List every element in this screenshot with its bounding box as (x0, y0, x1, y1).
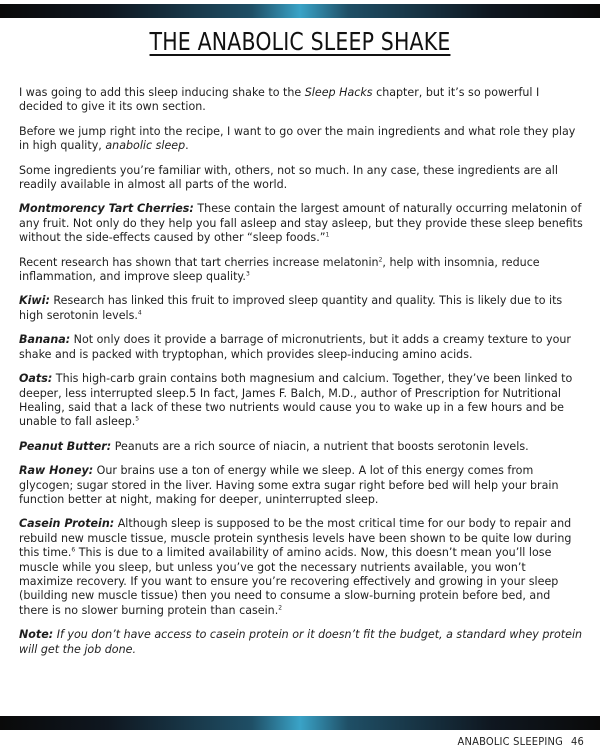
paragraph-cherry-research: Recent research has shown that tart cherries increase melatonin$^2$, help with insomnia, reduce inflammation, and improve sleep quality.$^3$ (19, 255, 540, 284)
ingredient-label: Montmorency Tart Cherries: (19, 202, 194, 216)
paragraph-intro: I was going to add this sleep inducing shake to the Sleep Hacks chapter, but it’s so powerful I decided to give it its own section. (19, 86, 540, 114)
paragraph-oats: Oats: This high-carb grain contains both magnesium and calcium. Together, they’ve been linked to deeper, less interrupted sleep.5 In fact, James F. Balch, M.D., author of Prescription for Nutritional Healing, said that a lack of these two nutrients would cause you to wake up in a few hours and be unable to fall asleep.$^5$ (19, 372, 573, 429)
paragraph-availability: Some ingredients you’re familiar with, others, not so much. In any case, these ingredients are all readily available in almost all parts of the world. (19, 163, 558, 192)
paragraph-tart-cherries: Montmorency Tart Cherries: These contain the largest amount of naturally occurring melatonin of any fruit. Not only do they help you fall asleep and stay asleep, but they provide these sleep benefits without the side-effects caused by other “sleep foods.”$^1$ (19, 202, 583, 245)
header-gradient-bar (0, 4, 600, 18)
paragraph-peanut-butter: Peanut Butter: Peanuts are a rich source of niacin, a nutrient that boosts serotonin levels. (19, 439, 529, 453)
page-footer (450, 735, 584, 748)
body-text (19, 86, 583, 667)
footer-gradient-bar (0, 716, 600, 730)
paragraph-kiwi: Kiwi: Research has linked this fruit to improved sleep quantity and quality. This is likely due to its high serotonin levels.$^4$ (19, 294, 563, 322)
page-number: 46 (571, 735, 584, 748)
footnote-ref: 1 (325, 231, 330, 239)
footnote-ref: 2 (378, 255, 383, 263)
ingredient-label: Kiwi: (19, 294, 50, 308)
ingredient-label: Casein Protein: (19, 517, 115, 531)
footnote-ref: 6 (71, 546, 76, 554)
footer-section-title: ANABOLIC SLEEPING (457, 735, 563, 748)
footnote-ref: 3 (245, 270, 250, 278)
footnote-ref: 5 (135, 415, 140, 423)
paragraph-casein-protein: Casein Protein: Although sleep is supposed to be the most critical time for our body to repair and rebuild new muscle tissue, muscle protein synthesis levels have been shown to be quite low during this time.$^6$ This is due to a limited availability of amino acids. Now, this doesn’t mean you’ll lose muscle while you sleep, but unless you’ve got the necessary nutrients available, you won’t maximize recovery. If you want to ensure you’re recovering effectively and growing in your sleep (building new muscle tissue) then you need to consume a slow-burning protein before bed, and there is no slower burning protein than casein.$^2$ (19, 517, 572, 617)
ingredient-label: Banana: (19, 333, 71, 347)
paragraph-raw-honey: Raw Honey: Our brains use a ton of energy while we sleep. A lot of this energy comes from glycogen; sugar stored in the liver. Having some extra sugar right before bed will help your brain function better at night, making for deeper, uninterrupted sleep. (19, 464, 559, 506)
page-title: THE ANABOLIC SLEEP SHAKE (149, 27, 451, 56)
ingredient-label: Peanut Butter: (19, 439, 112, 453)
ingredient-label: Oats: (19, 372, 53, 386)
paragraph-note: Note: If you don’t have access to casein protein or it doesn’t fit the budget, a standard whey protein will get the job done. (19, 628, 583, 656)
ingredient-label: Raw Honey: (19, 464, 94, 478)
note-label: Note: (19, 628, 54, 642)
paragraph-ingredients-overview: Before we jump right into the recipe, I want to go over the main ingredients and what role they play in high quality, anabolic sleep. (19, 124, 576, 153)
footnote-ref: 4 (137, 309, 142, 317)
footnote-ref: 2 (278, 604, 283, 612)
paragraph-banana: Banana: Not only does it provide a barrage of micronutrients, but it adds a creamy texture to your shake and is packed with tryptophan, which provides sleep-inducing amino acids. (19, 333, 571, 361)
